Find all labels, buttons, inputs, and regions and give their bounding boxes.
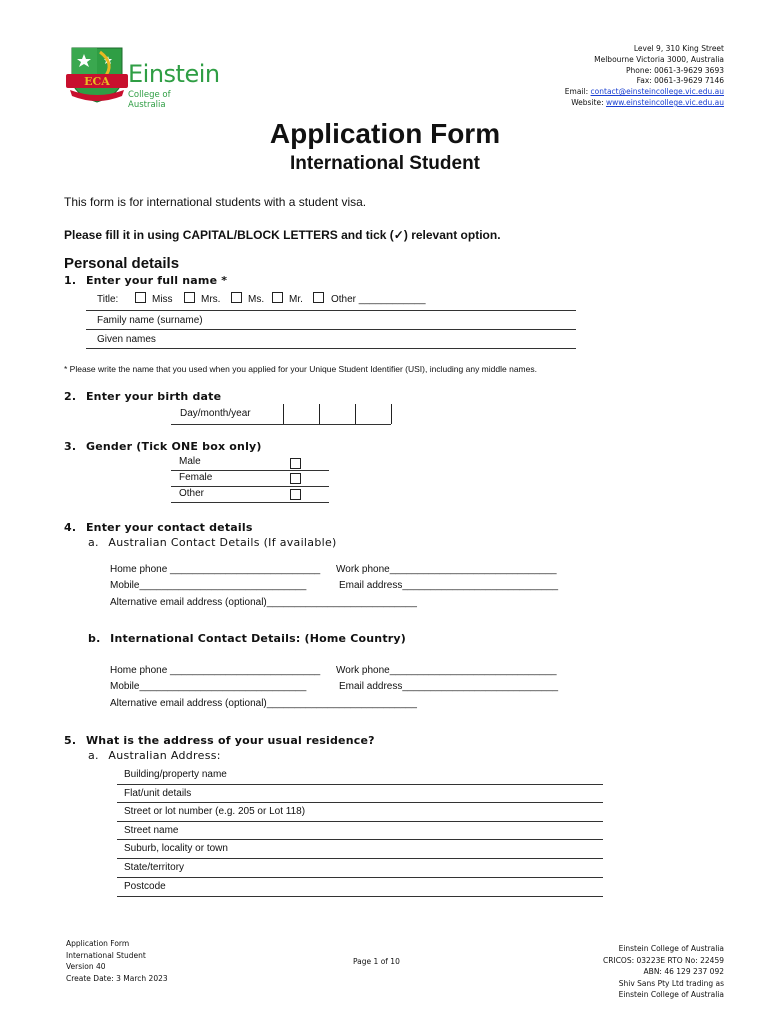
- footer-abn: ABN: 46 129 237 092: [643, 967, 724, 977]
- option-other-title: Other ____________: [331, 294, 426, 305]
- birth-date-box-4: [391, 404, 392, 424]
- checkbox-mrs[interactable]: [184, 292, 195, 303]
- page-number: Page 1 of 10: [353, 957, 400, 966]
- name-divider-top: [86, 310, 576, 311]
- au-email-field[interactable]: Email address____________________________: [339, 580, 559, 591]
- checkbox-miss[interactable]: [135, 292, 146, 303]
- option-mrs: Mrs.: [201, 294, 221, 305]
- checkbox-ms[interactable]: [231, 292, 242, 303]
- address-rule-7: [117, 896, 603, 897]
- birth-date-input[interactable]: [284, 404, 391, 424]
- logo-brand: Einstein: [128, 60, 220, 88]
- checkbox-gender-other[interactable]: [290, 489, 301, 500]
- address-rule-1: [117, 784, 603, 785]
- intro-text: This form is for international students with a student visa.: [64, 195, 367, 209]
- college-logo: [64, 44, 220, 110]
- email-link[interactable]: contact@einsteincollege.vic.edu.au: [590, 87, 724, 97]
- website-link[interactable]: www.einsteincollege.vic.edu.au: [606, 97, 724, 107]
- email-line: Email: contact@einsteincollege.vic.edu.au: [564, 87, 724, 97]
- footer-version: Version 40: [66, 962, 106, 972]
- address-rule-2: [117, 802, 603, 803]
- page-subtitle: International Student: [290, 153, 480, 174]
- svg-text:ECA: ECA: [84, 75, 110, 88]
- family-name-field[interactable]: Family name (surname): [97, 315, 203, 326]
- q5-label: 5. What is the address of your usual residence?: [64, 734, 375, 747]
- website-line: Website: www.einsteincollege.vic.edu.au: [571, 97, 724, 107]
- address-building-field[interactable]: Building/property name: [124, 769, 227, 780]
- gender-divider-1: [171, 470, 329, 471]
- phone-line: Phone: 0061-3-9629 3693: [626, 65, 724, 75]
- footer-right: [603, 943, 724, 1001]
- address-flat-field[interactable]: Flat/unit details: [124, 788, 192, 799]
- address-line2: Melbourne Victoria 3000, Australia: [594, 54, 724, 64]
- section-heading-personal: Personal details: [64, 255, 180, 272]
- intl-home-phone-field[interactable]: Home phone ___________________________: [110, 665, 321, 676]
- gender-other-label: Other: [179, 488, 205, 499]
- q4-label: 4. Enter your contact details: [64, 521, 253, 534]
- address-rule-3: [117, 821, 603, 822]
- checkbox-mr[interactable]: [272, 292, 283, 303]
- address-street-name-field[interactable]: Street name: [124, 825, 179, 836]
- instruction-text: Please fill it in using CAPITAL/BLOCK LETTERS and tick (✓) relevant option.: [64, 228, 501, 242]
- footer-form-type: International Student: [66, 950, 146, 960]
- address-line1: Level 9, 310 King Street: [633, 44, 724, 53]
- q1-label: 1. Enter your full name *: [64, 274, 228, 287]
- address-postcode-field[interactable]: Postcode: [124, 881, 166, 892]
- au-home-phone-field[interactable]: Home phone ___________________________: [110, 564, 321, 575]
- footer-form-name: Application Form: [66, 939, 130, 948]
- address-rule-4: [117, 839, 603, 840]
- address-rule-5: [117, 858, 603, 859]
- given-names-field[interactable]: Given names: [97, 334, 156, 345]
- checkbox-female[interactable]: [290, 473, 301, 484]
- q4b-label: b. International Contact Details: (Home Country): [88, 632, 406, 645]
- address-rule-6: [117, 877, 603, 878]
- option-mr: Mr.: [289, 294, 303, 305]
- footer-college-name-2: Einstein College of Australia: [618, 990, 724, 1000]
- fax-line: Fax: 0061-3-9629 7146: [636, 76, 724, 86]
- title-label: Title:: [97, 294, 119, 305]
- intl-alt-email-field[interactable]: Alternative email address (optional)___________________________: [110, 698, 417, 709]
- checkbox-male[interactable]: [290, 458, 301, 469]
- footer-cricos: CRICOS: 03223E RTO No: 22459: [603, 955, 724, 965]
- name-divider-mid: [86, 329, 576, 330]
- q3-label: 3. Gender (Tick ONE box only): [64, 440, 262, 453]
- gender-divider-2: [171, 486, 329, 487]
- address-state-field[interactable]: State/territory: [124, 862, 185, 873]
- option-ms: Ms.: [248, 294, 265, 305]
- address-suburb-field[interactable]: Suburb, locality or town: [124, 843, 228, 854]
- intl-work-phone-field[interactable]: Work phone______________________________: [336, 665, 557, 676]
- crest-icon: [64, 44, 130, 106]
- option-miss: Miss: [152, 294, 173, 305]
- checkbox-other-title[interactable]: [313, 292, 324, 303]
- address-street-number-field[interactable]: Street or lot number (e.g. 205 or Lot 118): [124, 806, 306, 817]
- au-work-phone-field[interactable]: Work phone______________________________: [336, 564, 557, 575]
- q2-label: 2. Enter your birth date: [64, 390, 222, 403]
- name-footnote: * Please write the name that you used when you applied for your Unique Student Identifier (USI), including any middle names.: [64, 364, 537, 374]
- q4a-label: a. Australian Contact Details (If available): [88, 536, 337, 549]
- college-contact-info: [565, 44, 724, 109]
- au-mobile-field[interactable]: Mobile______________________________: [110, 580, 307, 591]
- gender-divider-3: [171, 502, 329, 503]
- birth-date-underline: [171, 424, 391, 425]
- logo-tagline: College of Australia: [128, 90, 171, 110]
- birth-date-label: Day/month/year: [180, 408, 251, 419]
- intl-email-field[interactable]: Email address____________________________: [339, 681, 559, 692]
- footer-college-name: Einstein College of Australia: [618, 944, 724, 953]
- gender-female-label: Female: [179, 472, 213, 483]
- footer-left: [66, 938, 168, 984]
- q5a-label: a. Australian Address:: [88, 749, 221, 762]
- footer-trading-as: Shiv Sans Pty Ltd trading as: [618, 978, 724, 988]
- footer-create-date: Create Date: 3 March 2023: [66, 973, 168, 983]
- au-alt-email-field[interactable]: Alternative email address (optional)___________________________: [110, 597, 417, 608]
- page-title: Application Form: [269, 118, 501, 149]
- gender-male-label: Male: [179, 456, 201, 467]
- name-divider-bottom: [86, 348, 576, 349]
- intl-mobile-field[interactable]: Mobile______________________________: [110, 681, 307, 692]
